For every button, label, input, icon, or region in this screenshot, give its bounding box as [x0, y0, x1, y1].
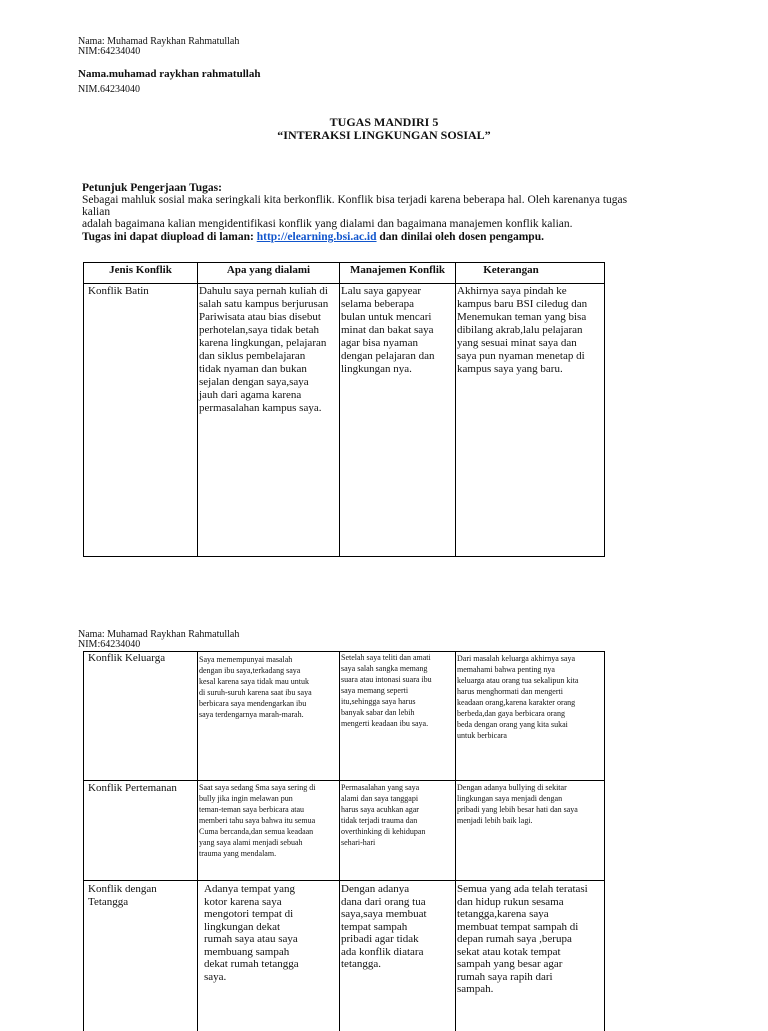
document-title: TUGAS MANDIRI 5: [329, 115, 439, 129]
cell-keterangan-keluarga: Dari masalah keluarga akhirnya saya memahami bahwa penting nya keluarga atau orang tua sekalipun kita harus menghormati dan mengerti keadaan orang,karena karakter orang berbeda,dan gaya berbicara orang beda dengan orang yang kita sukai untuk berbicara: [457, 654, 579, 740]
student-nim-header-2: NIM:64234040: [78, 639, 141, 650]
header-apa-yang-dialami: Apa yang dialami: [226, 264, 311, 276]
cell-jenis-konflik: Konflik Batin: [88, 285, 149, 297]
cell-apa-yang-dialami: Dahulu saya pernah kuliah di salah satu kampus berjurusan Pariwisata atau bias disebut perhotelan,saya tidak betah karena lingkungan, pelajaran dan siklus pembelajaran tidak nyaman dan bukan sejalan dengan saya,saya jauh dari agama karena permasalahan kampus saya.: [199, 285, 329, 414]
cell-keterangan-pertemanan: Dengan adanya bullying di sekitar lingkungan saya menjadi dengan pribadi yang lebih besar hati dan saya menjadi lebih baik lagi.: [457, 783, 578, 825]
student-nim-header: NIM:64234040: [78, 46, 141, 57]
header-manajemen-konflik: Manajemen Konflik: [349, 264, 446, 276]
instructions-line-2: adalah bagaimana kalian mengidentifikasi konflik yang dialami dan bagaimana manajemen konflik kalian.: [82, 218, 573, 230]
cell-dialami-keluarga: Saya memempunyai masalah dengan ibu saya,terkadang saya kesal karena saya tidak mau untuk di suruh-suruh karena saat ibu saya berbicara saya mendengarkan ibu saya terdengarnya marah-marah.: [199, 655, 312, 719]
upload-suffix: dan dinilai oleh dosen pengampu.: [376, 231, 544, 243]
elearning-link[interactable]: http://elearning.bsi.ac.id: [256, 231, 377, 243]
cell-keterangan-tetangga: Semua yang ada telah teratasi dan hidup rukun sesama tetangga,karena saya membuat tempat sampah di depan rumah saya ,berupa sekat atau kotak tempat sampah yang besar agar rumah saya rapih dari sampah.: [457, 883, 588, 995]
upload-line: [82, 231, 642, 243]
cell-manajemen-konflik: Lalu saya gapyear selama beberapa bulan untuk mencari minat dan bakat saya agar bisa nyaman dengan pelajaran dan lingkungan nya.: [341, 285, 435, 375]
instructions: [82, 182, 642, 243]
cell-dialami-pertemanan: Saat saya sedang Sma saya sering di bully jika ingin melawan pun teman-teman saya berbicara atau memberi tahu saya bahwa itu semua Cuma bercanda,dan semua keadaan yang saya alami menjadi sebuah trauma yang mendalam.: [199, 783, 316, 858]
cell-keterangan: Akhirnya saya pindah ke kampus baru BSI ciledug dan Menemukan teman yang bisa dibilang akrab,lalu pelajaran yang sesuai minat saya dan saya pun nyaman menetap di kampus saya yang baru.: [457, 285, 588, 375]
cell-manajemen-tetangga: Dengan adanya dana dari orang tua saya,saya membuat tempat sampah pribadi agar tidak ada konflik diatara tetangga.: [341, 883, 427, 970]
upload-prefix: Tugas ini dapat diupload di laman:: [82, 231, 257, 243]
student-name-bold: Nama.muhamad raykhan rahmatullah: [78, 68, 261, 80]
cell-dialami-tetangga: Adanya tempat yang kotor karena saya mengotori tempat di lingkungan dekat rumah saya atau saya membuang sampah dekat rumah tetangga saya.: [204, 883, 299, 983]
instructions-line-1: Sebagai mahluk sosial maka seringkali kita berkonflik. Konflik bisa terjadi karena beberapa hal. Oleh karenanya tugas kalian: [82, 194, 628, 218]
student-nim: NIM.64234040: [78, 84, 140, 95]
cell-jenis-konflik-keluarga: Konflik Keluarga: [88, 652, 166, 664]
student-name-header-2: Nama: Muhamad Raykhan Rahmatullah: [78, 629, 240, 640]
cell-manajemen-keluarga: Setelah saya teliti dan amati saya salah sangka memang suara atau intonasi suara ibu saya memang seperti itu,sehingga saya harus banyak sabar dan lebih mengerti keadaan ibu saya.: [341, 653, 432, 728]
document-subtitle: “INTERAKSI LINGKUNGAN SOSIAL”: [277, 128, 491, 142]
header-jenis-konflik: Jenis Konflik: [109, 264, 172, 276]
instructions-heading: Petunjuk Pengerjaan Tugas:: [82, 182, 222, 194]
conflict-table: [83, 262, 605, 557]
cell-jenis-konflik-pertemanan: Konflik Pertemanan: [88, 782, 177, 794]
cell-manajemen-pertemanan: Permasalahan yang saya alami dan saya tanggapi harus saya acuhkan agar tidak terjadi trauma dan overthinking di kehidupan sehari-hari: [341, 783, 426, 847]
header-keterangan: Keterangan: [483, 264, 539, 276]
student-name-header: Nama: Muhamad Raykhan Rahmatullah: [78, 36, 240, 47]
conflict-table-continued: [83, 651, 605, 1031]
cell-jenis-konflik-tetangga: Konflik dengan Tetangga: [88, 883, 157, 908]
